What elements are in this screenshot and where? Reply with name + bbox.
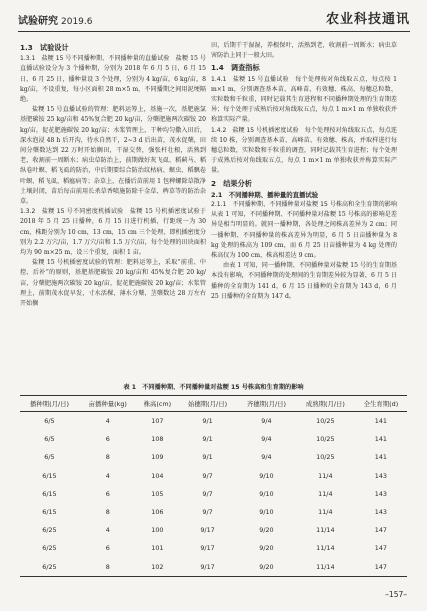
table-cell: 9/17 — [200, 526, 215, 535]
table-cell: 10/25 — [316, 435, 335, 444]
para-1-4-2: 1.4.2 盐粳 15 号机插密度试验 每个处理按对角线取五点，每点连续 10 株，分别调查基本苗、高峰苗、有效穗、株高，并取样进行每穗总粒数，实粒数和千粒重的调查，同时记载其生育进程；每个处理于成熟后按对角线取五点，每点 1 m×1 m 单独收获并称算实际产量。 — [211, 126, 398, 175]
table-cell: 9/4 — [261, 435, 272, 444]
table-cell: 4 — [105, 526, 110, 535]
table-cell: 147 — [374, 526, 387, 535]
table-cell: 105 — [151, 489, 164, 498]
table-cell: 6 — [105, 435, 110, 444]
table-cell: 143 — [374, 489, 387, 498]
table-cell: 100 — [151, 526, 164, 535]
table-cell: 6 — [105, 489, 110, 498]
table-cell: 9/20 — [259, 526, 274, 535]
table-cell: 9/17 — [200, 544, 215, 553]
table-cell: 8 — [105, 453, 110, 462]
table-cell: 9/1 — [202, 417, 213, 426]
table-cell: 11/4 — [318, 489, 333, 498]
col-header-full-heading: 齐穗期(月/日) — [237, 396, 296, 412]
page-header — [18, 7, 410, 33]
table-cell: 11/4 — [318, 508, 333, 517]
table-cell: 8 — [105, 508, 110, 517]
para-continued: 田，后期干干湿湿，养根保叶，活熟到老，收割前一周断水；病虫草害防治上同于一般大田。 — [211, 42, 397, 60]
table-cell: 10/25 — [316, 417, 335, 426]
table-cell: 11/14 — [316, 544, 335, 553]
page-number: –157– — [385, 590, 407, 599]
table-cell: 11/14 — [296, 558, 355, 577]
table-cell: 108 — [151, 435, 164, 444]
table-cell: 9/10 — [259, 489, 274, 498]
table-cell: 6/15 — [42, 489, 57, 498]
para-2-1-1: 2.1.1 不同播种期、不同播种量对盐粳 15 号株高和全生育期的影响 从表 1 可知，不同播种期、不同播种量对盐粳 15 号株高的影响是差异是相当明显的。就同一播种期，各处理之间株高差异为 2 cm；同一播种期、不同播种量的株高差异为明显，6 月 5 日亩播种量为 8 kg 处理的株高为 109 cm，而 6 月 25 日亩播种量为 4 kg 处理的株高仅为 100 cm，株高相差达 9 cm。 — [211, 201, 397, 260]
table-cell: 9/1 — [202, 453, 213, 462]
heading-1-3: 1.3 试验设计 — [20, 43, 69, 52]
table-cell: 9/7 — [202, 489, 213, 498]
heading-1-4: 1.4 调查指标 — [211, 63, 260, 73]
right-column — [211, 41, 397, 302]
table-cell: 4 — [105, 471, 110, 480]
table-cell: 9/17 — [178, 558, 237, 577]
table-row — [20, 539, 407, 557]
table-cell: 141 — [374, 435, 387, 444]
table-cell: 9/7 — [202, 508, 213, 517]
table-cell: 10/25 — [316, 453, 335, 462]
col-header-plant-height: 株高(cm) — [137, 396, 178, 412]
table-cell: 11/4 — [318, 471, 333, 480]
table-cell: 6/25 — [20, 558, 79, 577]
table-1 — [20, 382, 407, 577]
col-header-heading-start: 始穗期(月/日) — [178, 396, 237, 412]
table-cell: 6/25 — [42, 544, 57, 553]
col-header-maturity: 成熟期(月/日) — [296, 396, 355, 412]
table-cell: 9/7 — [202, 471, 213, 480]
table-cell: 106 — [151, 508, 164, 517]
table-row — [20, 430, 407, 448]
data-table — [20, 395, 407, 577]
para-table-reference: 由表 1 可知，同一播种期、不同播种量对盐粳 15 号的生育期基本没有影响，不同播种期的处理间的生育期差异较为显著，6 月 5 日播种的全育期为 141 d，6 月 15 日播种的全育期为 143 d，6 月 25 日播种的全育期为 147 d。 — [211, 262, 397, 300]
table-cell: 9/4 — [261, 453, 272, 462]
table-cell: 6 — [105, 544, 110, 553]
table-cell: 9/1 — [202, 435, 213, 444]
table-cell: 109 — [151, 453, 164, 462]
table-cell: 147 — [355, 558, 407, 577]
table-row — [20, 503, 407, 521]
table-row — [20, 412, 407, 431]
table-cell: 4 — [105, 417, 110, 426]
table-cell: 8 — [79, 558, 137, 577]
table-row — [20, 521, 407, 539]
table-cell: 6/25 — [42, 526, 57, 535]
table-cell: 104 — [151, 471, 164, 480]
table-cell: 6/5 — [44, 435, 55, 444]
para-1-3-2: 1.3.2 盐粳 15 号不同密度机插试验 盐粳 15 号机插密度试验于 2018 年 5 月 25 日播种，6 月 15 日进行机插，行距统一为 30 cm，株距分别为 10 cm，13 cm，15 cm 三个处理，即机插密度分别为 2.2 万穴/亩，1.7 万穴/亩和 1.5 万穴/亩，每个处理的田块面积均为 90 m×25 m，设三个重复，面积 1 亩。 — [20, 208, 206, 257]
col-header-sowing-date: 播种期(月/日) — [20, 396, 79, 412]
table-header-row — [20, 396, 407, 412]
header-rule — [18, 31, 410, 32]
table-cell: 9/10 — [259, 471, 274, 480]
table-row — [20, 448, 407, 466]
table-cell: 143 — [374, 471, 387, 480]
para-direct-seeding-mgmt: 盐粳 15 号直播试验的管理：肥料运筹上，基施一次，基肥施氯基肥碳铵 25 kg/亩和 45%复合肥 20 kg/亩，分蘖肥施两次碳铵 20 kg/亩，促花肥施碳铵 20 kg/亩；水浆管理上，干种均匀撒入田后，深水泡浸 48 h 后开沟，待水自然干，2~3 d 后出苗，茂水促蘖，田间分蘖数达到 22 万时开始搁田，干湿交替，强张杆壮根，活熟到老，收割前一周断水；病虫草防治上，前期做好灰飞虱、稻蓟马、稻纵卷叶螟、稻飞虱的防治，中后期要综合防治纹枯病、螟虫、稻飘卷叶螟、稻飞虱、稻瘟病等；杂草上，在播后苗前用 1 包稗螺除草散净土壤封闭，苗后每亩前用长杀草香喷施防除千金草、稗草等的防治杂草。 — [20, 106, 206, 206]
para-1-4-1: 1.4.1 盐粳 15 号直播试验 每个处理按对角线取五点，每点按 1 m×1 m，分别调查基本苗、高峰苗、有效穗、株高、每穗总粒数、实粒数和千粒重，同时记载其生育进程和不同播种期处理的生育期差异；每个处理于成熟后按对角线取五点，每点 1 m×1 m 单独收获并称算实际产量。 — [211, 75, 397, 124]
para-mech-mgmt: 盐粳 15 号机插密度试验的管理：肥料运筹上，采取“前重、中控、后补”的原则，基肥基肥碳铵 20 kg/亩和 45%复合肥 20 kg/亩，分蘖肥施两次碳铵 20 kg/亩，促花肥施碳铵 20 kg/亩；水浆管理上，前期茂水促早发，寸水活棵，薄水分蘖，茎蘖数达 28 万左右开始搁 — [20, 259, 206, 308]
table-cell: 6/15 — [42, 471, 57, 480]
table-caption: 表 1 不同播种期、不同播种量对盐粳 15 号株高和生育期的影响 — [123, 384, 304, 391]
journal-title: 农业科技通讯 — [325, 12, 410, 27]
table-cell: 102 — [137, 558, 178, 577]
table-cell: 6/15 — [42, 508, 57, 517]
table-cell: 6/5 — [44, 417, 55, 426]
heading-2: 2 结果分析 — [211, 178, 252, 188]
table-cell: 11/14 — [316, 526, 335, 535]
table-cell: 101 — [151, 544, 164, 553]
table-cell: 9/20 — [237, 558, 296, 577]
table-cell: 147 — [374, 544, 387, 553]
col-header-seeding-rate: 亩播种量(kg) — [79, 396, 137, 412]
table-row — [20, 485, 407, 503]
table-row — [20, 558, 407, 577]
table-cell: 9/20 — [259, 544, 274, 553]
running-head — [18, 12, 93, 27]
section-label: 试验研究 — [18, 16, 58, 27]
table-cell: 107 — [151, 417, 164, 426]
table-cell: 9/4 — [261, 417, 272, 426]
col-header-growth-period: 全生育期(d) — [355, 396, 407, 412]
table-row — [20, 467, 407, 485]
table-cell: 141 — [374, 453, 387, 462]
table-cell: 143 — [374, 508, 387, 517]
heading-2-1: 2.1 不同播种期、播种量的直播试验 — [211, 190, 319, 199]
table-cell: 9/10 — [259, 508, 274, 517]
table-cell: 6/5 — [44, 453, 55, 462]
table-cell: 141 — [374, 417, 387, 426]
issue-label: 2019.6 — [61, 17, 93, 27]
left-column — [20, 41, 206, 309]
para-1-3-1: 1.3.1 盐粳 15 号不同播种期、不同播种量的直播试验 盐粳 15 号直播试验设分为 3 个播种期，分别为 2018 年 6 月 5 日，6 月 15 日，6 月 25 日，播种量设 3 个处理，分别为 4 kg/亩，6 kg/亩，8 kg/亩，不设重复，每小区面积 28 m×5 m，不同播期之间用泥埂隔绝。 — [20, 55, 207, 104]
